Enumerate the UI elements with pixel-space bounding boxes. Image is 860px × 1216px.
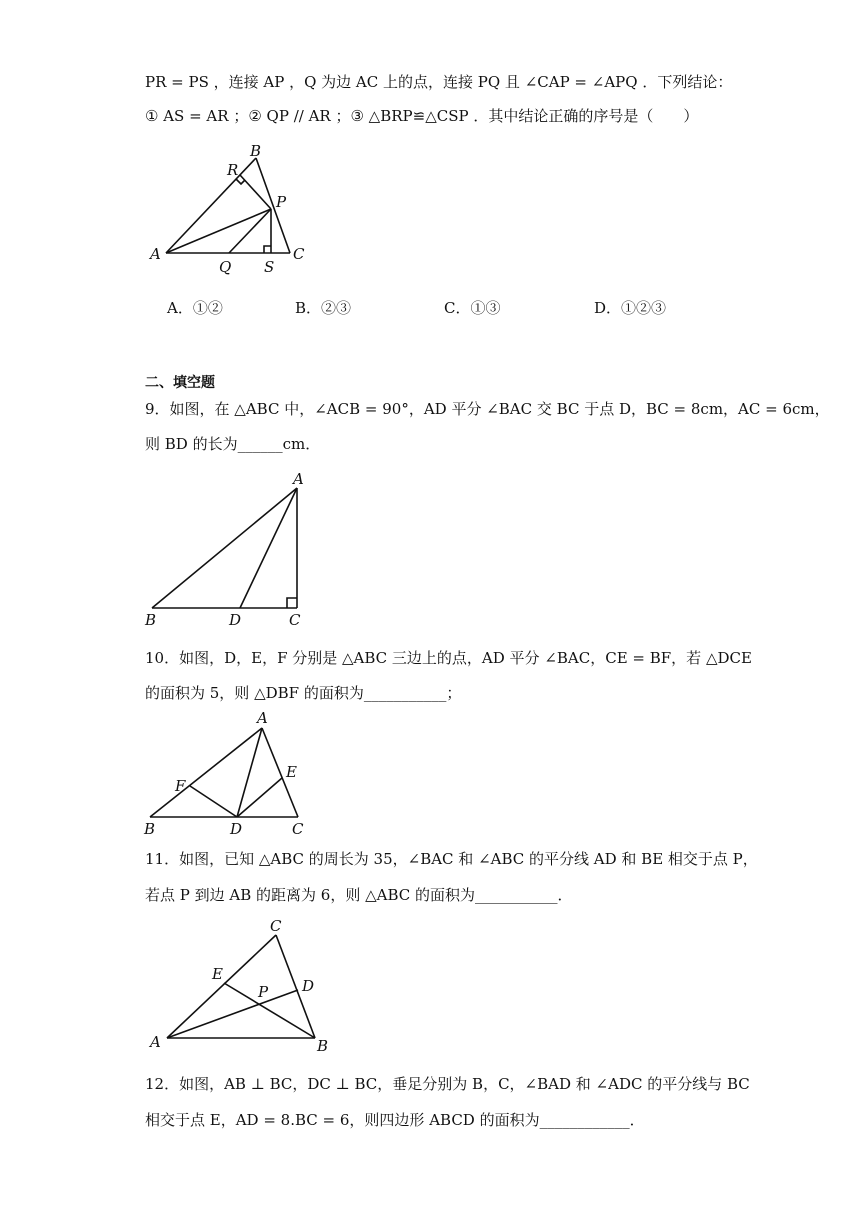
section-title: 二、填空题 — [145, 375, 215, 391]
q9-label-b: B — [145, 611, 157, 629]
q10-text-line1: 10．如图，D，E，F 分别是 △ABC 三边上的点，AD 平分 ∠BAC，CE = BF，若 △DCE — [145, 649, 752, 667]
q11-label-p: P — [258, 983, 269, 1001]
q8-text-line2: ① AS = AR ；② QP // AR ；③ △BRP≌△CSP ．其中结论正确的序号是（ ） — [145, 107, 699, 125]
q11-label-c: C — [270, 917, 282, 935]
q10-text-line2: 的面积为 5，则 △DBF 的面积为___________； — [145, 684, 462, 702]
q9-text-line1: 9．如图，在 △ABC 中，∠ACB = 90°，AD 平分 ∠BAC 交 BC 于点 D，BC = 8cm，AC = 6cm， — [145, 400, 830, 418]
q12-text-line2: 相交于点 E，AD = 8.BC = 6，则四边形 ABCD 的面积为____________． — [145, 1111, 645, 1129]
q10-label-a: A — [257, 709, 268, 727]
q8-label-s: S — [264, 258, 275, 276]
q8-option-b[interactable]: B．②③ — [295, 299, 352, 317]
q10-label-b: B — [144, 820, 156, 838]
q8-option-c[interactable]: C．①③ — [444, 299, 501, 317]
q11-label-d: D — [302, 977, 315, 995]
q11-text-line2: 若点 P 到边 AB 的距离为 6，则 △ABC 的面积为___________． — [145, 886, 573, 904]
q8-label-c: C — [293, 245, 305, 263]
q11-text-line1: 11．如图，已知 △ABC 的周长为 35，∠BAC 和 ∠ABC 的平分线 AD 和 BE 相交于点 P， — [145, 850, 758, 868]
q8-option-d[interactable]: D．①②③ — [594, 299, 667, 317]
q10-label-f: F — [175, 777, 186, 795]
q12-text-line1: 12．如图，AB ⊥ BC，DC ⊥ BC，垂足分别为 B，C，∠BAD 和 ∠ADC 的平分线与 BC — [145, 1075, 750, 1093]
q8-label-b: B — [250, 142, 262, 160]
q11-label-a: A — [150, 1033, 161, 1051]
q10-label-d: D — [230, 820, 243, 838]
q8-label-q: Q — [219, 258, 232, 276]
q9-label-c: C — [289, 611, 301, 629]
q10-label-e: E — [286, 763, 297, 781]
q11-label-b: B — [317, 1037, 329, 1055]
q8-option-a[interactable]: A．①② — [167, 299, 223, 317]
q8-label-a: A — [150, 245, 161, 263]
q8-text-line1: PR = PS ，连接 AP ，Q 为边 AC 上的点，连接 PQ 且 ∠CAP = ∠APQ ．下列结论： — [145, 73, 733, 91]
q11-label-e: E — [212, 965, 223, 983]
q8-label-r: R — [227, 161, 239, 179]
q9-label-a: A — [293, 470, 304, 488]
q9-label-d: D — [229, 611, 242, 629]
q8-label-p: P — [276, 193, 287, 211]
q10-label-c: C — [292, 820, 304, 838]
q9-text-line2: 则 BD 的长为______cm． — [145, 435, 321, 453]
